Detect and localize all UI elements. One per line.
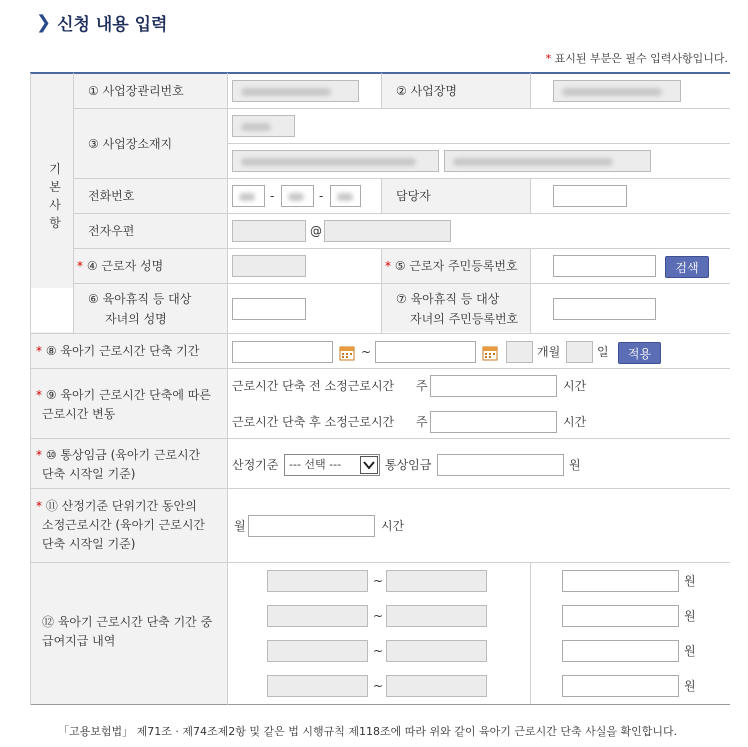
- pay-amount-input[interactable]: [562, 675, 679, 697]
- pay-unit: 원: [684, 679, 696, 693]
- period-label: * ⑧ 육아기 근로시간 단축 기간: [36, 344, 200, 358]
- row-divider: [73, 283, 730, 284]
- email-id-field[interactable]: [232, 220, 306, 242]
- basis-select[interactable]: --- 선택 ---: [284, 454, 380, 476]
- days-unit: 일: [597, 345, 609, 359]
- table-top-border: [30, 72, 730, 74]
- child-name-label-1: ⑥ 육아휴직 등 대상: [88, 292, 192, 306]
- child-rrn-label-2: 자녀의 주민등록번호: [410, 312, 519, 326]
- row-divider: [73, 108, 730, 109]
- calendar-icon[interactable]: [482, 345, 498, 361]
- pay-from-field[interactable]: [267, 675, 368, 697]
- email-label: 전자우편: [88, 224, 135, 238]
- phone-part3-input[interactable]: [330, 185, 361, 207]
- pay-unit: 원: [684, 644, 696, 658]
- child-rrn-label-1: ⑦ 육아휴직 등 대상: [396, 292, 500, 306]
- pay-tilde: ~: [373, 679, 384, 693]
- hours-unit: 시간: [563, 415, 587, 429]
- col-divider: [381, 178, 382, 213]
- basis-label: 산정기준: [232, 458, 279, 472]
- pay-unit: 원: [684, 574, 696, 588]
- row-divider: [73, 248, 730, 249]
- hours-unit: 시간: [563, 379, 587, 393]
- hours-after-input[interactable]: [430, 411, 557, 433]
- biz-addr-label: ③ 사업장소재지: [88, 137, 173, 151]
- monthly-label-1: * ⑪ 산정기준 단위기간 동안의: [36, 499, 197, 513]
- wage-unit: 원: [569, 458, 581, 472]
- pay-from-field[interactable]: [267, 640, 368, 662]
- pay-to-field[interactable]: [386, 640, 487, 662]
- period-start-input[interactable]: [232, 341, 333, 363]
- months-unit: 개월: [537, 345, 561, 359]
- row-divider: [30, 438, 730, 439]
- col-divider: [530, 562, 531, 704]
- page-title: ❯ 신청 내용 입력: [36, 12, 168, 35]
- basic-section-label: 기 본 사 항: [49, 162, 61, 230]
- hours-label-1: * ⑨ 육아기 근로시간 단축에 따른: [36, 388, 211, 402]
- wage-label: 통상임금: [385, 458, 432, 472]
- row-divider: [30, 333, 730, 334]
- pay-to-field[interactable]: [386, 675, 487, 697]
- worker-name-label: * ④ 근로자 성명: [77, 259, 164, 273]
- hours-before-label: 근로시간 단축 전 소정근로시간: [232, 379, 395, 393]
- monthly-hours-input[interactable]: [248, 515, 375, 537]
- col-divider: [381, 73, 382, 108]
- manager-input[interactable]: [553, 185, 627, 207]
- child-name-input[interactable]: [232, 298, 306, 320]
- pay-amount-input[interactable]: [562, 640, 679, 662]
- col-divider: [530, 248, 531, 333]
- col-divider: [227, 73, 228, 705]
- legal-notice: 「고용보험법」 제71조 · 제74조제2항 및 같은 법 시행규칙 제118조에 따라 위와 같이 육아기 근로시간 단축 사실을 확인합니다.: [58, 725, 678, 738]
- pay-tilde: ~: [373, 644, 384, 658]
- row-divider: [73, 178, 730, 179]
- row-divider: [30, 562, 730, 563]
- phone-label: 전화번호: [88, 189, 135, 203]
- header-col: [73, 73, 227, 288]
- search-button[interactable]: 검색: [665, 256, 709, 278]
- pay-tilde: ~: [373, 609, 384, 623]
- row-divider: [30, 488, 730, 489]
- zipcode-field[interactable]: [232, 115, 295, 137]
- col-divider: [530, 73, 531, 108]
- hours-after-label: 근로시간 단축 후 소정근로시간: [232, 415, 395, 429]
- row-divider: [73, 213, 730, 214]
- monthly-label-3: 단축 시작일 기준): [42, 537, 136, 551]
- biz-name-field[interactable]: [553, 80, 681, 102]
- period-tilde: ~: [361, 345, 372, 359]
- period-end-input[interactable]: [375, 341, 476, 363]
- pay-unit: 원: [684, 609, 696, 623]
- wage-label-1: * ⑩ 통상임금 (육아기 근로시간: [36, 448, 201, 462]
- week-label: 주: [416, 379, 428, 393]
- manager-label: 담당자: [396, 189, 431, 203]
- pay-tilde: ~: [373, 574, 384, 588]
- phone-sep: -: [270, 189, 275, 203]
- wage-label-2: 단축 시작일 기준): [42, 467, 136, 481]
- worker-rrn-input[interactable]: [553, 255, 656, 277]
- worker-name-field[interactable]: [232, 255, 306, 277]
- phone-part2-input[interactable]: [281, 185, 314, 207]
- pay-to-field[interactable]: [386, 605, 487, 627]
- pay-label-2: 급여지급 내역: [42, 634, 116, 648]
- child-rrn-input[interactable]: [553, 298, 656, 320]
- pay-amount-input[interactable]: [562, 570, 679, 592]
- email-domain-field[interactable]: [324, 220, 451, 242]
- worker-rrn-label: * ⑤ 근로자 주민등록번호: [385, 259, 518, 273]
- col-divider: [73, 73, 74, 333]
- pay-from-field[interactable]: [267, 605, 368, 627]
- col-divider: [30, 73, 31, 705]
- hours-before-input[interactable]: [430, 375, 557, 397]
- biz-no-label: ① 사업장관리번호: [88, 84, 184, 98]
- chevron-right-icon: ❯: [36, 12, 52, 33]
- pay-label-1: ⑫ 육아기 근로시간 단축 기간 중: [42, 615, 213, 629]
- phone-sep: -: [319, 189, 324, 203]
- col-divider: [381, 248, 382, 333]
- month-label: 월: [234, 519, 246, 533]
- pay-amount-input[interactable]: [562, 605, 679, 627]
- apply-button[interactable]: 적용: [618, 342, 661, 364]
- wage-input[interactable]: [437, 454, 564, 476]
- pay-from-field[interactable]: [267, 570, 368, 592]
- table-bottom-border: [30, 704, 730, 705]
- biz-name-label: ② 사업장명: [396, 84, 457, 98]
- monthly-label-2: 소정근로시간 (육아기 근로시간: [42, 518, 206, 532]
- hours-label-2: 근로시간 변동: [42, 407, 116, 421]
- week-label: 주: [416, 415, 428, 429]
- row-divider: [30, 368, 730, 369]
- address-field[interactable]: [232, 150, 439, 172]
- address-detail-field[interactable]: [444, 150, 651, 172]
- calendar-icon[interactable]: [339, 345, 355, 361]
- child-name-label-2: 자녀의 성명: [105, 312, 167, 326]
- period-months-field[interactable]: [506, 341, 533, 363]
- required-note: * 표시된 부분은 필수 입력사항입니다.: [545, 52, 728, 65]
- pay-to-field[interactable]: [386, 570, 487, 592]
- biz-no-field[interactable]: [232, 80, 359, 102]
- row-divider: [227, 143, 730, 144]
- email-at: @: [310, 224, 322, 238]
- phone-part1-input[interactable]: [232, 185, 265, 207]
- monthly-unit: 시간: [381, 519, 405, 533]
- col-divider: [530, 178, 531, 213]
- chevron-down-icon: [360, 456, 378, 474]
- period-days-field[interactable]: [566, 341, 593, 363]
